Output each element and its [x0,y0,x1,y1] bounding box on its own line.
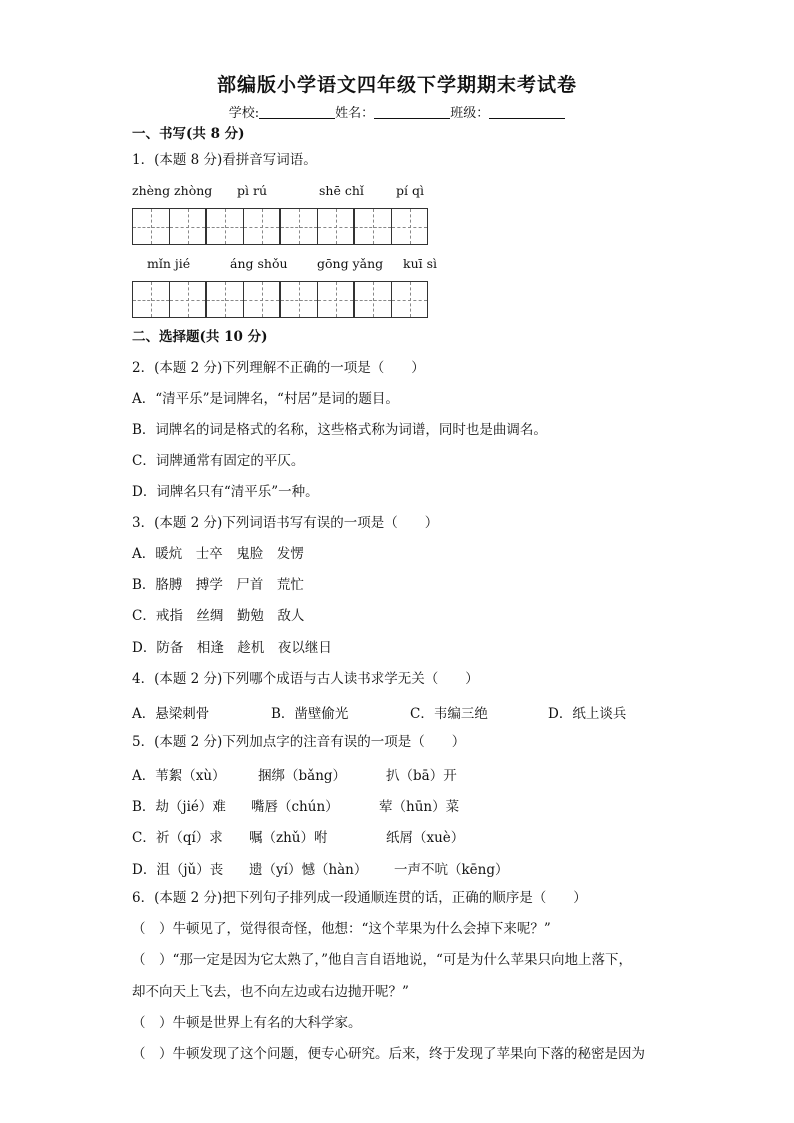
character-cell[interactable] [281,209,317,244]
question-3-option-b: B．胳膊 搏学 尸首 荒忙 [132,577,304,593]
question-6-sentence-2: （ ）“那一定是因为它太熟了，”他自言自语地说，“可是为什么苹果只向地上落下， [132,952,632,968]
question-6-sentence-3: （ ）牛顿是世界上有名的大科学家。 [132,1015,362,1031]
question-5-option-b-1: B．劫（jié）难 [132,799,226,815]
question-2-option-d: D．词牌名只有“清平乐”一种。 [132,484,319,500]
question-5-option-b-3: 荤（hūn）菜 [379,799,460,815]
question-5-stem: 5．(本题 2 分)下列加点字的注音有误的一项是（ ） [132,734,466,750]
word-box[interactable] [206,281,280,318]
question-3-option-c: C．戒指 丝绸 勤勉 敌人 [132,608,305,624]
question-5-option-c-1: C．祈（qí）求 [132,830,223,846]
school-blank[interactable] [259,106,335,119]
question-4-stem: 4．(本题 2 分)下列哪个成语与古人读书求学无关（ ） [132,671,479,687]
word-box[interactable] [280,208,354,245]
question-4-option-a: A．悬梁刺骨 [132,706,210,722]
pinyin-3: shē chǐ [319,183,364,198]
pinyin-7: gōng yǎng [317,256,384,271]
question-4-option-c: C．韦编三绝 [410,706,488,722]
character-cell[interactable] [169,282,205,317]
question-1-stem: 1．(本题 8 分)看拼音写词语。 [132,152,317,168]
character-cell[interactable] [243,209,279,244]
question-5-option-c-3: 纸屑（xuè） [386,830,465,846]
question-3-stem: 3．(本题 2 分)下列词语书写有误的一项是（ ） [132,515,439,531]
question-2-option-b: B．词牌名的词是格式的名称，这些格式称为词谱，同时也是曲调名。 [132,422,547,438]
question-3-option-d: D．防备 相逢 趁机 夜以继日 [132,640,332,656]
character-cell[interactable] [391,282,427,317]
character-cell[interactable] [243,282,279,317]
question-2-option-c: C．词牌通常有固定的平仄。 [132,453,305,469]
class-blank[interactable] [489,106,565,119]
question-6-stem: 6．(本题 2 分)把下列句子排列成一段通顺连贯的话，正确的顺序是（ ） [132,890,587,906]
pinyin-2: pì rú [237,183,267,198]
student-info-line [0,102,794,121]
name-blank[interactable] [374,106,450,119]
question-5-option-d-1: D．沮（jǔ）丧 [132,862,224,878]
question-5-option-d-2: 遗（yí）憾（hàn） [249,862,368,878]
question-2-stem: 2．(本题 2 分)下列理解不正确的一项是（ ） [132,360,425,376]
question-5-option-a-3: 扒（bā）开 [386,768,457,784]
question-6-sentence-1: （ ）牛顿见了，觉得很奇怪，他想：“这个苹果为什么会掉下来呢？” [132,921,551,937]
question-6-sentence-2-cont: 却不向天上飞去，也不向左边或右边抛开呢？” [132,984,409,1000]
question-3-option-a: A．暖炕 士卒 鬼脸 发愣 [132,546,304,562]
section-1-heading: 一、书写(共 8 分) [132,126,245,142]
school-label: 学校: [228,106,260,121]
character-cell[interactable] [281,282,317,317]
question-5-option-a-1: A．苇絮（xù） [132,768,226,784]
word-box[interactable] [280,281,354,318]
question-5-option-a-2: 捆绑（bǎng） [258,768,347,784]
word-box[interactable] [206,208,280,245]
question-4-option-d: D．纸上谈兵 [548,706,627,722]
question-4-option-b: B．凿壁偷光 [271,706,349,722]
name-label: 姓名： [335,106,375,121]
word-box[interactable] [354,208,428,245]
pinyin-1: zhèng zhòng [132,183,213,198]
word-box[interactable] [132,281,206,318]
writing-grid-row-1 [132,208,428,245]
character-cell[interactable] [207,209,243,244]
pinyin-4: pí qì [396,183,424,198]
question-5-option-c-2: 嘱（zhǔ）咐 [249,830,328,846]
word-box[interactable] [132,208,206,245]
question-5-option-b-2: 嘴唇（chún） [251,799,339,815]
question-2-option-a: A．“清平乐”是词牌名，“村居”是词的题目。 [132,391,399,407]
character-cell[interactable] [317,209,353,244]
pinyin-6: áng shǒu [230,256,288,271]
pinyin-5: mǐn jié [147,256,191,271]
page-title: 部编版小学语文四年级下学期期末考试卷 [216,74,577,96]
character-cell[interactable] [355,282,391,317]
character-cell[interactable] [355,209,391,244]
character-cell[interactable] [207,282,243,317]
character-cell[interactable] [391,209,427,244]
character-cell[interactable] [169,209,205,244]
character-cell[interactable] [133,209,169,244]
class-label: 班级： [450,106,490,121]
character-cell[interactable] [133,282,169,317]
writing-grid-row-2 [132,281,428,318]
question-6-sentence-4: （ ）牛顿发现了这个问题，便专心研究。后来，终于发现了苹果向下落的秘密是因为 [132,1046,645,1062]
word-box[interactable] [354,281,428,318]
question-5-option-d-3: 一声不吭（kēng） [394,862,509,878]
section-2-heading: 二、选择题(共 10 分) [132,329,268,345]
character-cell[interactable] [317,282,353,317]
pinyin-8: kuī sì [403,256,438,271]
